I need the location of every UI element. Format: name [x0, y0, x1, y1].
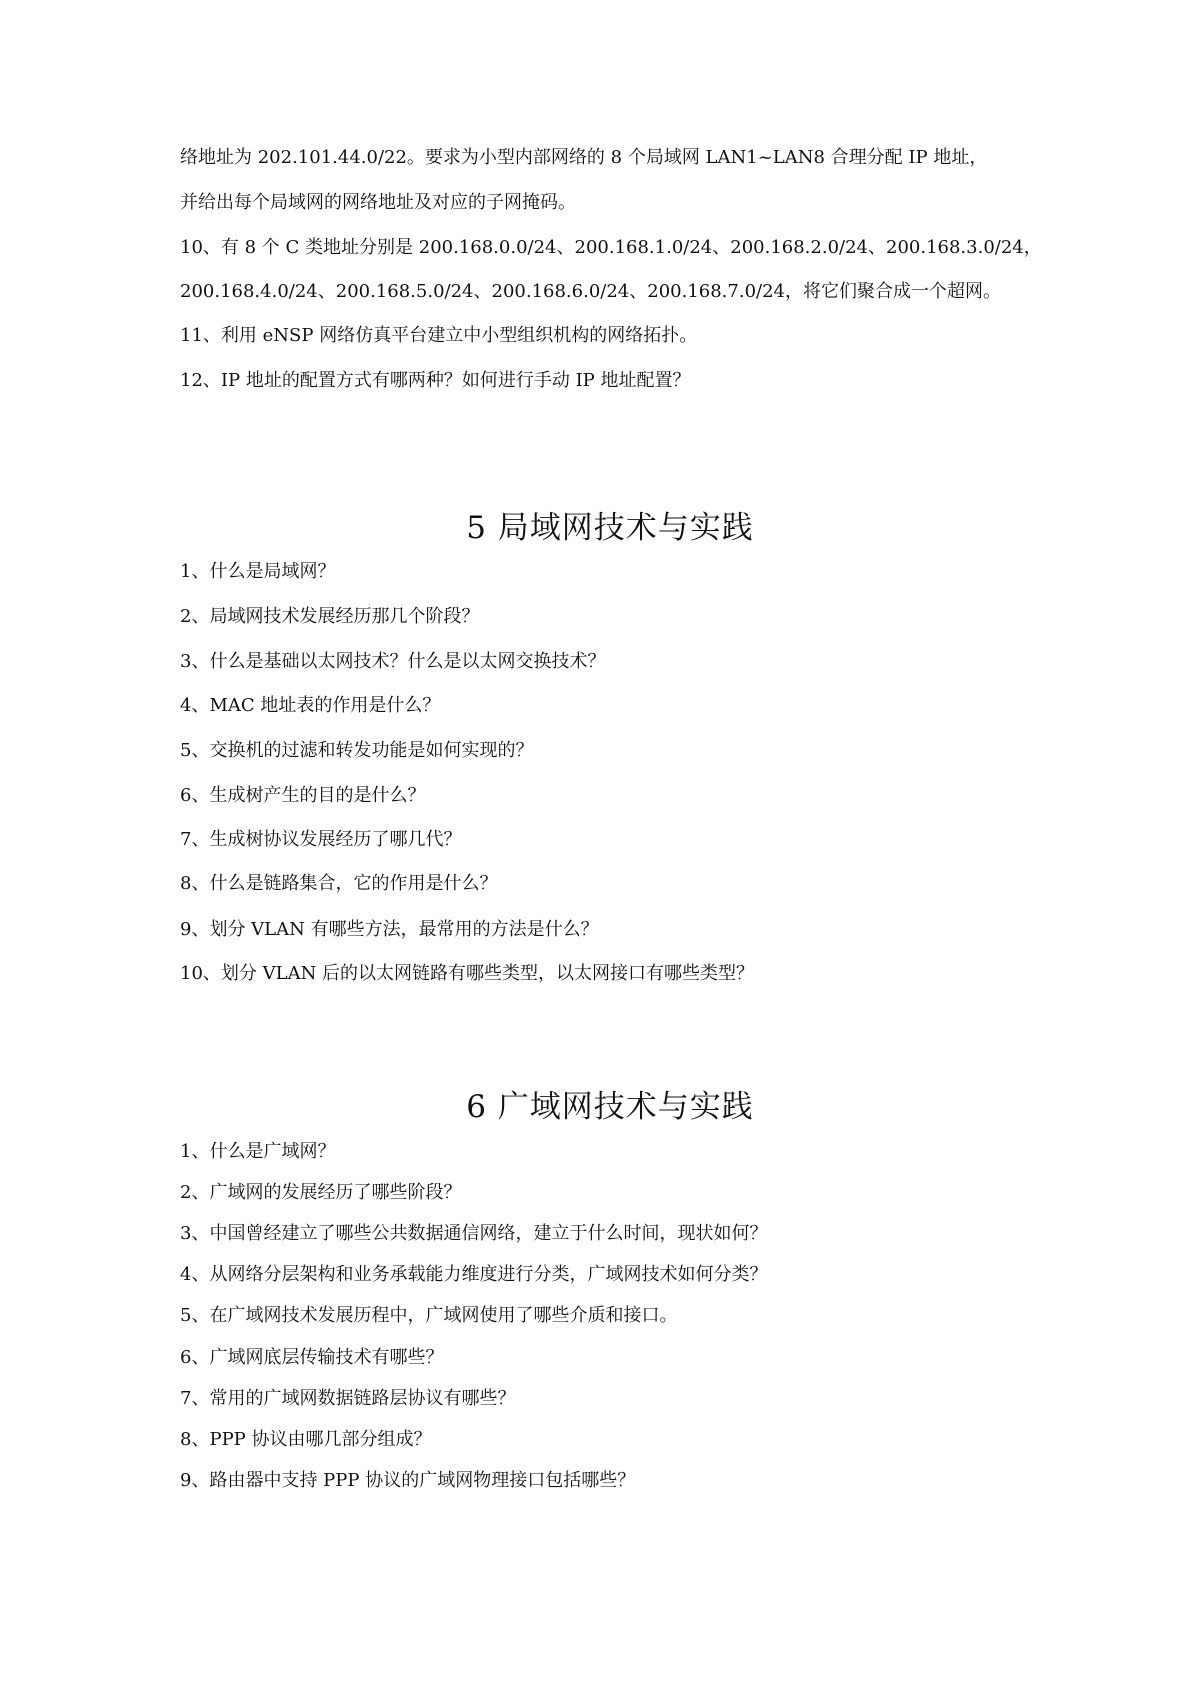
section-6-question-4: 4、从网络分层架构和业务承载能力维度进行分类，广域网技术如何分类？: [180, 1264, 768, 1285]
section-5-question-10: 10、划分 VLAN 后的以太网链路有哪些类型，以太网接口有哪些类型？: [180, 963, 755, 984]
section-5-question-5: 5、交换机的过滤和转发功能是如何实现的？: [180, 740, 534, 761]
question-10-line-1: 10、有 8 个 C 类地址分别是 200.168.0.0/24、200.168.1.0/24、200.168.2.0/24、200.168.3.0/24，: [180, 237, 1042, 258]
section-5-question-6: 6、生成树产生的目的是什么？: [180, 785, 426, 806]
section-5-question-2: 2、局域网技术发展经历那几个阶段？: [180, 606, 480, 627]
intro-line-1: 络地址为 202.101.44.0/22。要求为小型内部网络的 8 个局域网 LAN1~LAN8 合理分配 IP 地址，: [180, 147, 988, 168]
section-5-title: 5 局域网技术与实践: [466, 510, 754, 546]
section-5-question-9: 9、划分 VLAN 有哪些方法，最常用的方法是什么？: [180, 919, 599, 940]
section-5-question-8: 8、什么是链路集合，它的作用是什么？: [180, 873, 498, 894]
question-12: 12、IP 地址的配置方式有哪两种？如何进行手动 IP 地址配置？: [180, 370, 691, 391]
intro-line-2: 并给出每个局域网的网络地址及对应的子网掩码。: [180, 192, 576, 213]
section-6-question-9: 9、路由器中支持 PPP 协议的广域网物理接口包括哪些？: [180, 1470, 636, 1491]
section-6-question-3: 3、中国曾经建立了哪些公共数据通信网络，建立于什么时间，现状如何？: [180, 1223, 768, 1244]
section-6-question-2: 2、广域网的发展经历了哪些阶段？: [180, 1182, 462, 1203]
section-6-question-1: 1、什么是广域网？: [180, 1141, 336, 1162]
section-6-question-5: 5、在广域网技术发展历程中，广域网使用了哪些介质和接口。: [180, 1305, 678, 1326]
question-11: 11、利用 eNSP 网络仿真平台建立中小型组织机构的网络拓扑。: [180, 325, 698, 346]
question-10-line-2: 200.168.4.0/24、200.168.5.0/24、200.168.6.0/24、200.168.7.0/24，将它们聚合成一个超网。: [180, 281, 1002, 302]
section-5-question-4: 4、MAC 地址表的作用是什么？: [180, 695, 441, 716]
section-6-question-7: 7、常用的广域网数据链路层协议有哪些？: [180, 1388, 516, 1409]
section-6-question-6: 6、广域网底层传输技术有哪些？: [180, 1347, 444, 1368]
section-5-question-3: 3、什么是基础以太网技术？什么是以太网交换技术？: [180, 651, 606, 672]
section-6-title: 6 广域网技术与实践: [466, 1089, 754, 1125]
section-5-question-7: 7、生成树协议发展经历了哪几代？: [180, 829, 462, 850]
section-6-question-8: 8、PPP 协议由哪几部分组成？: [180, 1429, 432, 1450]
section-5-question-1: 1、什么是局域网？: [180, 561, 336, 582]
